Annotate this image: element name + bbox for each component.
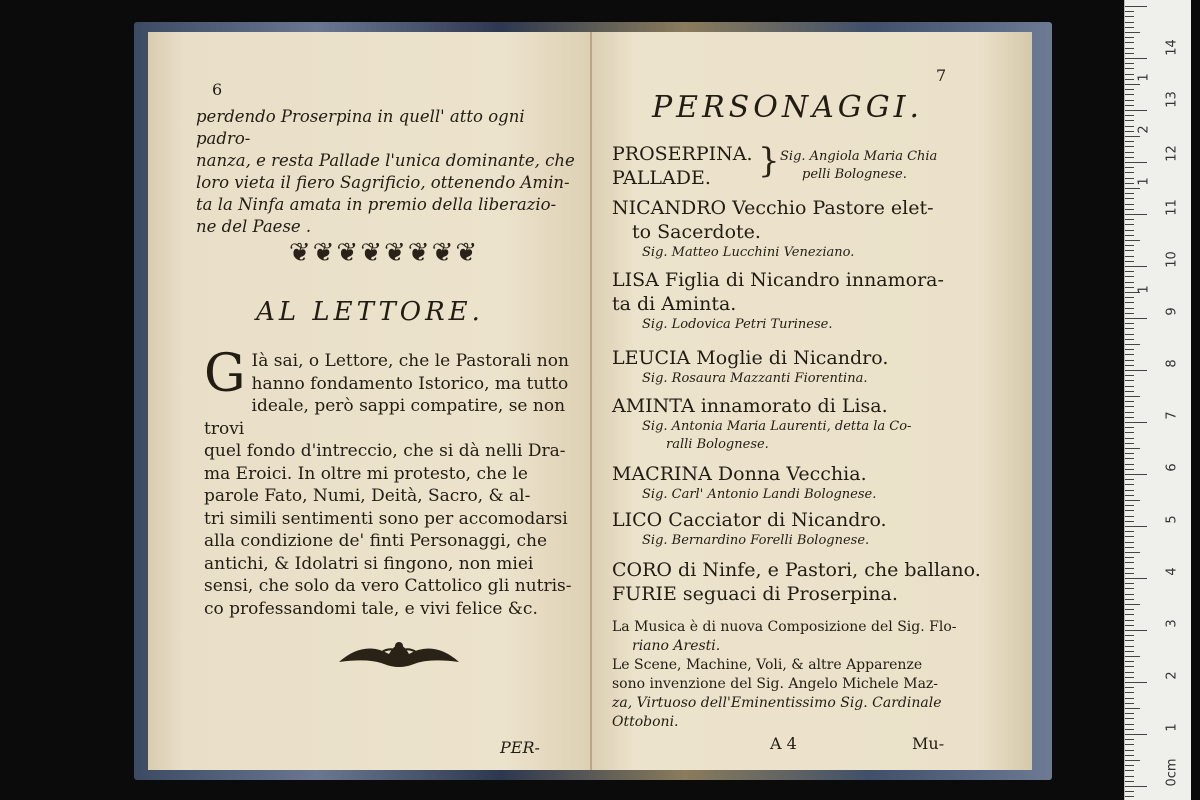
ruler-tick xyxy=(1125,48,1134,49)
ruler-tick xyxy=(1125,313,1134,314)
text-line: antichi, & Idolatri si fingono, non miei xyxy=(204,553,534,574)
ruler-tick xyxy=(1125,100,1134,101)
credit-line: La Musica è di nuova Composizione del Sig. Flo- xyxy=(612,619,957,635)
ruler-tick xyxy=(1125,516,1134,517)
page-number: 7 xyxy=(936,66,947,85)
ruler-tick xyxy=(1125,282,1134,283)
ruler-tick xyxy=(1125,687,1134,688)
ruler-tick xyxy=(1125,526,1147,527)
ruler-tick xyxy=(1125,755,1134,756)
ruler-tick xyxy=(1125,334,1134,335)
ruler-tick xyxy=(1125,152,1134,153)
ruler-tick xyxy=(1125,256,1134,257)
role-proserpina: PROSERPINA. xyxy=(612,143,753,165)
signature-mark: A 4 xyxy=(770,734,797,753)
actor-name: Sig. Rosaura Mazzanti Fiorentina. xyxy=(642,371,868,386)
text-line: perdendo Proserpina in quell' atto ogni padro- xyxy=(196,107,525,148)
ruler-tick xyxy=(1125,193,1134,194)
ruler-tick xyxy=(1125,796,1134,797)
cast-entry xyxy=(612,508,1022,558)
actor-name: Sig. Bernardino Forelli Bolognese. xyxy=(642,533,870,548)
ruler-tick xyxy=(1125,115,1134,116)
ruler-tick xyxy=(1125,713,1134,714)
actor-name: pelli Bolognese. xyxy=(802,167,907,182)
ruler-tick xyxy=(1125,375,1134,376)
text-line: ideale, però sappi compatire, se non trovi xyxy=(204,396,566,439)
ruler-tick xyxy=(1125,323,1134,324)
ruler-tick xyxy=(1125,609,1134,610)
ruler-tick xyxy=(1125,417,1134,418)
role-pallade: PALLADE. xyxy=(612,167,711,189)
ruler-tick xyxy=(1125,240,1140,241)
ruler-tick xyxy=(1125,505,1134,506)
credit-line: za, Virtuoso dell'Eminentissimo Sig. Cardinale xyxy=(612,695,942,711)
ruler-tick xyxy=(1125,521,1134,522)
ruler-tick xyxy=(1125,448,1140,449)
ruler-tick xyxy=(1125,542,1134,543)
ruler-tick xyxy=(1125,172,1134,173)
ruler-tick xyxy=(1125,692,1134,693)
right-page xyxy=(592,32,1032,770)
ruler-tick xyxy=(1125,729,1134,730)
ruler-tick xyxy=(1125,360,1134,361)
ruler-tick xyxy=(1125,469,1134,470)
cast-list xyxy=(612,196,1022,732)
text-line: Ià sai, o Lettore, che le Pastorali non xyxy=(251,351,569,371)
ruler-tick xyxy=(1125,531,1134,532)
ruler-tick xyxy=(1125,308,1134,309)
ruler-tick xyxy=(1125,557,1134,558)
ruler-tick xyxy=(1125,635,1134,636)
credit-line: sono invenzione del Sig. Angelo Michele Maz- xyxy=(612,676,939,692)
ruler-tick xyxy=(1125,79,1134,80)
ruler-tick xyxy=(1125,614,1134,615)
ruler-tick xyxy=(1125,750,1134,751)
ruler-number: 4 xyxy=(1164,567,1180,576)
ruler-tick xyxy=(1125,157,1134,158)
ruler-tick xyxy=(1125,42,1134,43)
ruler-tick xyxy=(1125,510,1134,511)
role-name: AMINTA innamorato di Lisa. xyxy=(612,395,888,417)
catchword: Mu- xyxy=(912,734,945,753)
text-line: ta la Ninfa amata in premio della liberazio- xyxy=(196,195,557,214)
ruler-tick xyxy=(1125,63,1134,64)
ruler-number: 10 xyxy=(1164,251,1180,268)
ruler-tick xyxy=(1125,620,1134,621)
actor-name: Sig. Carl' Antonio Landi Bolognese. xyxy=(642,487,877,502)
ruler-tick xyxy=(1125,141,1134,142)
ruler-tick xyxy=(1125,162,1147,163)
role-name: LEUCIA Moglie di Nicandro. xyxy=(612,347,889,369)
ruler-tick xyxy=(1125,131,1134,132)
spacer xyxy=(612,606,1022,618)
book xyxy=(134,22,1052,780)
ruler-tick xyxy=(1125,53,1134,54)
ruler-tick xyxy=(1125,625,1134,626)
ruler-tick xyxy=(1125,500,1140,501)
ruler-number: 5 xyxy=(1164,515,1180,524)
ruler-tick xyxy=(1125,68,1134,69)
role-name: to Sacerdote. xyxy=(632,221,761,243)
text-line: loro vieta il fiero Sagrificio, ottenendo Amin- xyxy=(196,173,570,192)
ruler-tick xyxy=(1125,422,1147,423)
ruler-tick xyxy=(1125,666,1134,667)
ruler-tick xyxy=(1125,198,1134,199)
text-line: ne del Paese . xyxy=(196,217,312,236)
ruler-tick xyxy=(1125,261,1134,262)
ruler-tick xyxy=(1125,724,1134,725)
ruler-number: 12 xyxy=(1164,145,1180,162)
ruler-tick xyxy=(1125,318,1147,319)
chorus-line: CORO di Ninfe, e Pastori, che ballano. xyxy=(612,559,981,581)
ruler-tick xyxy=(1125,146,1134,147)
ruler-tick xyxy=(1125,781,1134,782)
brace-icon: } xyxy=(758,141,780,181)
ruler-tick xyxy=(1125,370,1147,371)
ruler-tick xyxy=(1125,365,1134,366)
text-line: ma Eroici. In oltre mi protesto, che le xyxy=(204,463,528,484)
ruler-tick xyxy=(1125,354,1134,355)
ruler-tick xyxy=(1125,443,1134,444)
ruler-tick xyxy=(1125,89,1134,90)
ruler-number: 11 xyxy=(1164,199,1180,216)
ruler-tick xyxy=(1125,235,1134,236)
ruler-tick xyxy=(1125,391,1134,392)
ruler-number: 8 xyxy=(1164,359,1180,368)
ruler-tick xyxy=(1125,406,1134,407)
ruler-tick xyxy=(1125,490,1134,491)
cast-entry xyxy=(612,394,1022,462)
ruler-tick xyxy=(1125,219,1134,220)
floral-vignette-icon xyxy=(334,632,464,672)
page-number: 6 xyxy=(212,80,223,99)
ruler-tick xyxy=(1125,760,1140,761)
ruler-number: 7 xyxy=(1164,411,1180,420)
ruler-tick xyxy=(1125,791,1134,792)
left-page xyxy=(148,32,592,770)
ruler-tick xyxy=(1125,94,1134,95)
ruler-tick xyxy=(1125,22,1134,23)
ruler-number: 14 xyxy=(1164,39,1180,56)
ruler-number: 1 xyxy=(1136,73,1152,82)
ruler-tick xyxy=(1125,266,1147,267)
ruler-tick xyxy=(1125,178,1134,179)
ruler-tick xyxy=(1125,120,1134,121)
ruler-tick xyxy=(1125,536,1134,537)
ruler-tick xyxy=(1125,474,1147,475)
ruler-tick xyxy=(1125,573,1134,574)
ruler-tick xyxy=(1125,718,1134,719)
ruler-tick xyxy=(1125,677,1134,678)
text-line: quel fondo d'intreccio, che si dà nelli Dra- xyxy=(204,441,566,461)
ruler-tick xyxy=(1125,682,1147,683)
ruler-tick xyxy=(1125,661,1134,662)
ruler-tick xyxy=(1125,588,1134,589)
ruler-tick xyxy=(1125,302,1134,303)
synopsis-ending xyxy=(196,106,576,238)
ruler-number: 1 xyxy=(1136,177,1152,186)
ruler-tick xyxy=(1125,11,1134,12)
ruler-tick xyxy=(1125,74,1134,75)
role-name: LISA Figlia di Nicandro innamora- xyxy=(612,269,944,291)
ruler-tick xyxy=(1125,568,1134,569)
ruler-tick xyxy=(1125,380,1134,381)
ruler-number: 1 xyxy=(1136,285,1152,294)
ruler-tick xyxy=(1125,412,1134,413)
ruler-tick xyxy=(1125,32,1140,33)
ruler-tick xyxy=(1125,438,1134,439)
text-line: tri simili sentimenti sono per accomodarsi xyxy=(204,508,568,529)
credit-line: riano Aresti. xyxy=(632,638,721,654)
text-line: sensi, che solo da vero Cattolico gli nutris- xyxy=(204,576,572,596)
ruler-tick xyxy=(1125,214,1147,215)
role-name: NICANDRO Vecchio Pastore elet- xyxy=(612,197,934,219)
ruler-tick xyxy=(1125,386,1134,387)
ruler-tick xyxy=(1125,630,1147,631)
ruler-tick xyxy=(1125,230,1134,231)
cast-entry xyxy=(612,268,1022,346)
ruler-tick xyxy=(1125,276,1134,277)
ruler-tick xyxy=(1125,479,1134,480)
ruler-tick xyxy=(1125,547,1134,548)
ruler-tick xyxy=(1125,708,1140,709)
ornament-row: ❦❦❦❦❦❦❦❦ xyxy=(288,238,480,268)
ruler-tick xyxy=(1125,183,1134,184)
credit-line: Le Scene, Machine, Voli, & altre Apparenze xyxy=(612,657,923,673)
ruler-tick xyxy=(1125,105,1134,106)
ruler-tick xyxy=(1125,27,1134,28)
ruler-tick xyxy=(1125,401,1134,402)
ruler-tick xyxy=(1125,464,1134,465)
ruler-tick xyxy=(1125,640,1134,641)
ruler-tick xyxy=(1125,297,1134,298)
preface-heading: AL LETTORE. xyxy=(256,297,484,327)
credit-line: Ottoboni. xyxy=(612,714,679,730)
credit-entry xyxy=(612,656,1022,732)
ruler-tick xyxy=(1125,552,1140,553)
ruler-tick xyxy=(1125,328,1134,329)
ruler-tick xyxy=(1125,344,1140,345)
ruler-tick xyxy=(1125,427,1134,428)
ruler-tick xyxy=(1125,594,1134,595)
ruler-tick xyxy=(1125,432,1134,433)
ruler-tick xyxy=(1125,578,1147,579)
ruler-tick xyxy=(1125,6,1147,7)
furies-line: FURIE seguaci di Proserpina. xyxy=(612,583,898,605)
ruler-tick xyxy=(1125,396,1140,397)
ruler-tick xyxy=(1125,484,1134,485)
ruler-tick xyxy=(1125,250,1134,251)
ruler-tick xyxy=(1125,224,1134,225)
ruler-tick xyxy=(1125,495,1134,496)
ruler-tick xyxy=(1125,739,1134,740)
ruler-tick xyxy=(1125,245,1134,246)
drop-cap: G xyxy=(204,344,246,404)
ruler-tick xyxy=(1125,786,1147,787)
ruler-tick xyxy=(1125,453,1134,454)
catchword: PER- xyxy=(500,738,540,757)
ruler-tick xyxy=(1125,37,1134,38)
actor-name: Sig. Matteo Lucchini Veneziano. xyxy=(642,245,855,260)
ruler-number: 0cm xyxy=(1164,758,1180,787)
ruler-tick xyxy=(1125,599,1134,600)
ruler-tick xyxy=(1125,703,1134,704)
role-name: ta di Aminta. xyxy=(612,293,737,315)
ruler-tick xyxy=(1125,562,1134,563)
text-line: co professandomi tale, e vivi felice &c. xyxy=(204,598,538,619)
ruler-number: 2 xyxy=(1136,125,1152,134)
ruler-number: 13 xyxy=(1164,91,1180,108)
preface-text xyxy=(204,344,576,620)
ruler-tick xyxy=(1125,770,1134,771)
ruler-tick xyxy=(1125,271,1134,272)
cast-entry xyxy=(612,462,1022,508)
text-line: hanno fondamento Istorico, ma tutto xyxy=(251,373,569,394)
ruler-number: 2 xyxy=(1164,671,1180,680)
cast-entry xyxy=(612,196,1022,268)
role-name: MACRINA Donna Vecchia. xyxy=(612,463,867,485)
ruler-number: 3 xyxy=(1164,619,1180,628)
ruler-tick xyxy=(1125,734,1147,735)
credit-entry xyxy=(612,618,1022,656)
page-title: PERSONAGGI. xyxy=(652,90,924,125)
ruler-number: 1 xyxy=(1164,723,1180,732)
ruler-tick xyxy=(1125,126,1134,127)
ruler-tick xyxy=(1125,672,1134,673)
ruler-tick xyxy=(1125,651,1134,652)
ruler-tick xyxy=(1125,646,1134,647)
text-line: parole Fato, Numi, Deità, Sacro, & al- xyxy=(204,486,531,506)
ruler-tick xyxy=(1125,209,1134,210)
ruler-tick xyxy=(1125,744,1134,745)
ruler-tick xyxy=(1125,656,1140,657)
role-name: LICO Cacciator di Nicandro. xyxy=(612,509,887,531)
ruler-tick xyxy=(1125,339,1134,340)
ruler-tick xyxy=(1125,583,1134,584)
ruler-tick xyxy=(1125,765,1134,766)
ruler-tick xyxy=(1125,458,1134,459)
actor-name: ralli Bolognese. xyxy=(666,437,769,452)
actor-name: Sig. Antonia Maria Laurenti, detta la Co- xyxy=(642,419,912,434)
ruler-tick xyxy=(1125,776,1134,777)
ruler-number: 6 xyxy=(1164,463,1180,472)
ruler-number: 9 xyxy=(1164,307,1180,316)
ruler-tick xyxy=(1125,58,1147,59)
text-line: nanza, e resta Pallade l'unica dominante, che xyxy=(196,151,575,170)
ruler-tick xyxy=(1125,349,1134,350)
text-line: alla condizione de' finti Personaggi, che xyxy=(204,531,548,551)
ruler-tick xyxy=(1125,604,1140,605)
cast-entry xyxy=(612,346,1022,394)
ruler-tick xyxy=(1125,287,1134,288)
ruler-tick xyxy=(1125,167,1134,168)
actor-name: Sig. Lodovica Petri Turinese. xyxy=(642,317,833,332)
actor-name: Sig. Angiola Maria Chia xyxy=(780,149,938,164)
ruler-tick xyxy=(1125,698,1134,699)
measuring-ruler xyxy=(1124,0,1191,800)
ruler-tick xyxy=(1125,204,1134,205)
ruler-tick xyxy=(1125,110,1147,111)
ruler-tick xyxy=(1125,16,1134,17)
